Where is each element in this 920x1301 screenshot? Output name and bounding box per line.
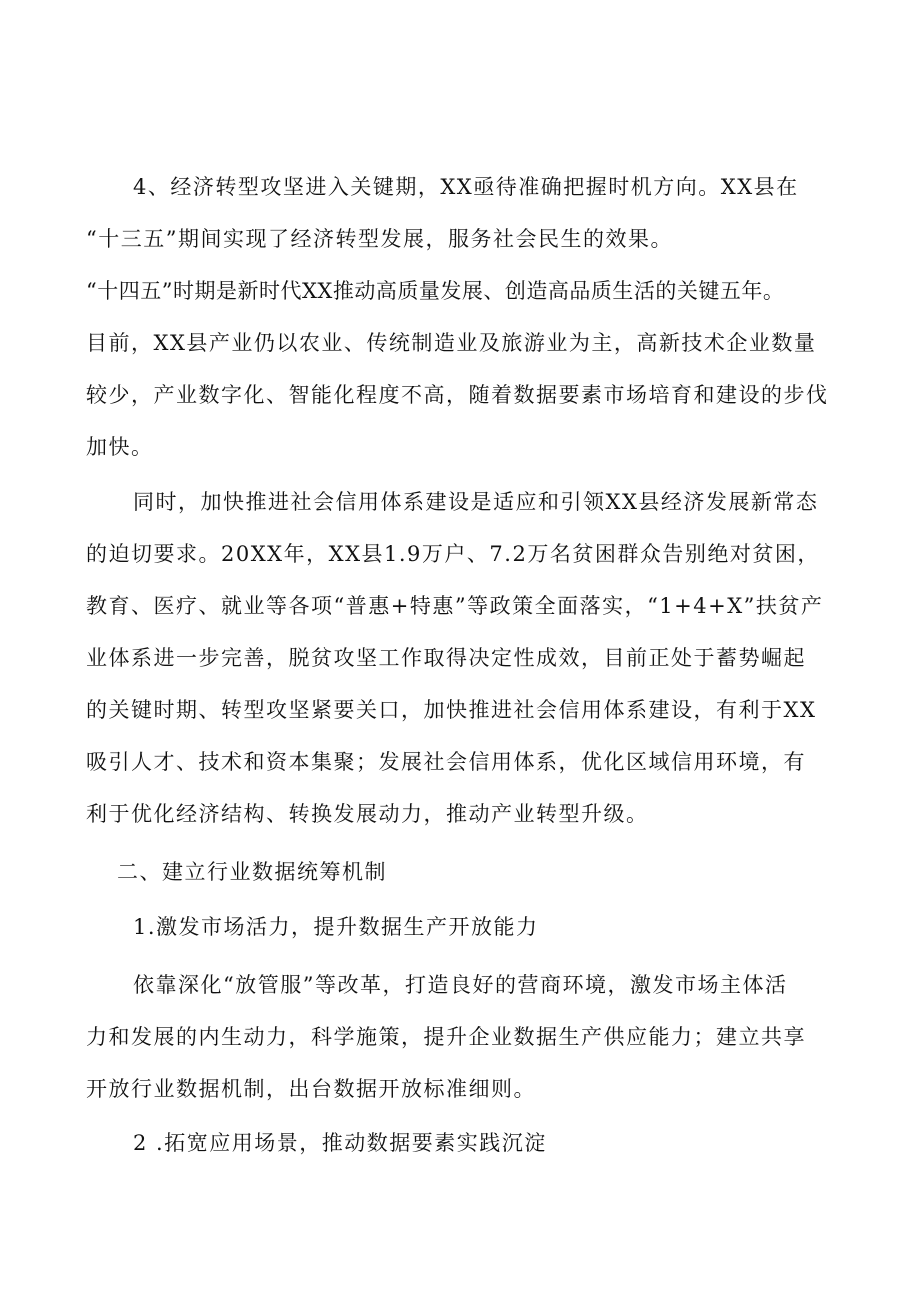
paragraph-1-line-5: 较少，产业数字化、智能化程度不高，随着数据要素市场培育和建设的步伐	[86, 383, 829, 407]
paragraph-1-line-2: “十三五”期间实现了经济转型发展，服务社会民生的效果。	[86, 227, 673, 251]
section-heading: 二、建立行业数据统筹机制	[117, 860, 387, 884]
sub-heading-1: 1.激发市场活力，提升数据生产开放能力	[133, 915, 539, 939]
paragraph-3-line-1: 依靠深化“放管服”等改革，打造良好的营商环境，激发市场主体活	[133, 973, 788, 997]
paragraph-2-line-7: 利于优化经济结构、转换发展动力，推动产业转型升级。	[86, 802, 649, 826]
paragraph-2-line-1: 同时，加快推进社会信用体系建设是适应和引领XX县经济发展新常态	[133, 490, 819, 514]
paragraph-2-line-6: 吸引人才、技术和资本集聚；发展社会信用体系，优化区域信用环境，有	[86, 750, 806, 774]
paragraph-3-line-2: 力和发展的内生动力，科学施策，提升企业数据生产供应能力；建立共享	[86, 1025, 806, 1049]
paragraph-2-line-5: 的关键时期、转型攻坚紧要关口，加快推进社会信用体系建设，有利于XX	[86, 698, 817, 722]
sub-heading-2: 2 .拓宽应用场景，推动数据要素实践沉淀	[133, 1131, 547, 1155]
paragraph-1-line-6: 加快。	[86, 435, 154, 459]
paragraph-3-line-3: 开放行业数据机制，出台数据开放标准细则。	[86, 1077, 536, 1101]
paragraph-2-line-4: 业体系进一步完善，脱贫攻坚工作取得决定性成效，目前正处于蓄势崛起	[86, 646, 806, 670]
paragraph-2-line-3: 教育、医疗、就业等各项“普惠+特惠”等政策全面落实，“1+4+X”扶贫产	[86, 594, 824, 618]
paragraph-1-line-3: “十四五”时期是新时代XX推动高质量发展、创造高品质生活的关键五年。	[86, 279, 785, 303]
paragraph-1-line-4: 目前，XX县产业仍以农业、传统制造业及旅游业为主，高新技术企业数量	[86, 331, 817, 355]
paragraph-1-line-1: 4、经济转型攻坚进入关键期，XX亟待准确把握时机方向。XX县在	[133, 175, 799, 199]
paragraph-2-line-2: 的迫切要求。20XX年，XX县1.9万户、7.2万名贫困群众告别绝对贫困，	[86, 542, 820, 566]
